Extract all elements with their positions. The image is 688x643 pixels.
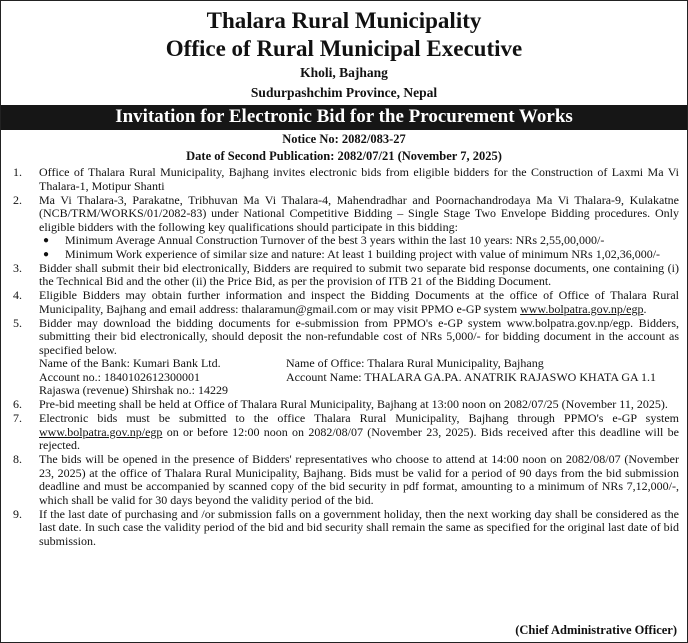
- bank-details: [39, 357, 679, 371]
- item-number: 2.: [13, 192, 22, 207]
- item-text: If the last date of purchasing and /or submission falls on a government holiday, then the next working day shall be considered as the last date. In such case the validity period of the bid and bid security shall remain the same as specified for the original last date of bid submission.: [39, 506, 679, 548]
- item-number: 7.: [13, 411, 22, 425]
- notice-header: [1, 1, 687, 102]
- notice-items: [1, 164, 687, 548]
- list-item: [13, 262, 679, 289]
- bank-name: Name of the Bank: Kumari Bank Ltd.: [39, 356, 221, 370]
- egp-link[interactable]: www.bolpatra.gov.np/egp: [39, 424, 163, 439]
- location-line: Kholi, Bajhang: [300, 65, 388, 80]
- account-name: Account Name: THALARA GA.PA. ANATRIK RAJASWO KHATA GA 1.1: [286, 369, 657, 384]
- bullet-icon: ●: [43, 248, 50, 260]
- bullet-text: Minimum Work experience of similar size and nature: At least 1 building project with value of minimum NRs 1,02,36,000/-: [65, 246, 661, 261]
- bullet-item: [43, 248, 679, 262]
- item-text: The bids will be opened in the presence of Bidders' representatives who choose to attend at 14:00 noon on 2082/08/07 (November 23, 2025) at the office of Thalara Rural Municipality, Bajhang. Bids must be valid for a period of 90 days from the bid submission deadline and must be accompanied by scanned copy of the bid security in pdf format, amounting to a minimum of NRs 7,12,000/-, which shall be valid for 30 days beyond the validity period of the bid.: [39, 452, 679, 507]
- list-item: [13, 508, 679, 549]
- item-number: 5.: [13, 315, 22, 330]
- item-text-tail: on or before 12:00 noon on 2082/08/07 (November 23, 2025). Bids received after this deadline will be rejected.: [39, 424, 679, 452]
- list-item: [13, 398, 679, 412]
- municipality-title: Thalara Rural Municipality: [206, 8, 482, 33]
- list-item: [13, 412, 679, 453]
- item-text: Office of Thalara Rural Municipality, Bajhang invites electronic bids from eligible bidders for the Construction of Laxmi Ma Vi Thalara-1, Motipur Shanti: [39, 165, 679, 193]
- item-number: 1.: [13, 165, 22, 179]
- list-item: [13, 166, 679, 193]
- bank-details: [39, 371, 679, 385]
- item-text: Electronic bids must be submitted to the office Thalara Rural Municipality, Bajhang through PPMO's e-GP system: [39, 411, 679, 425]
- item-number: 8.: [13, 452, 22, 466]
- publication-date: Date of Second Publication: 2082/07/21 (November 7, 2025): [186, 149, 502, 163]
- office-name: Name of Office: Thalara Rural Municipality, Bajhang: [286, 356, 544, 370]
- item-text: Pre-bid meeting shall be held at Office of Thalara Rural Municipality, Bajhang at 13:00 noon on 2082/07/25 (November 11, 2025).: [39, 397, 668, 411]
- account-number: Account no.: 1840102612300001: [39, 369, 200, 384]
- item-text: Eligible Bidders may obtain further information and inspect the Bidding Documents at the office of Office of Thalara Rural Municipality, Bajhang and email address: thalaramun@gmail.com or may visit PPMO e-GP system: [39, 288, 679, 316]
- item-text: Bidder may download the bidding documents for e-submission from PPMO's e-GP system www.bolpatra.gov.np/egp. Bidders, submitting their bid electronically, should deposit the non-refundable cost of NRs 5,000/- for bidding document in the account as specified below.: [39, 315, 679, 357]
- item-number: 4.: [13, 288, 22, 302]
- item-text: Ma Vi Thalara-3, Parakatne, Tribhuvan Ma Vi Thalara-4, Mahendradhar and Poornachandrodaya Ma Vi Thalara-9, Kulakatne (NCB/TRM/WORKS/01/2082-83) under National Competitive Bidding – Single Stage Two Envelope Bidding procedures. Only eligible bidders with the following key qualifications should participate in this bidding:: [39, 192, 679, 234]
- bullet-item: [43, 234, 679, 248]
- list-item: [13, 317, 679, 398]
- signature: (Chief Administrative Officer): [515, 623, 677, 637]
- office-title: Office of Rural Municipal Executive: [165, 36, 523, 61]
- revenue-shirshak: Rajaswa (revenue) Shirshak no.: 14229: [39, 383, 228, 397]
- item-text-tail: .: [643, 301, 647, 316]
- bullet-text: Minimum Average Annual Construction Turnover of the best 3 years within the last 10 years: NRs 2,55,00,000/-: [65, 233, 605, 247]
- list-item: [13, 194, 679, 262]
- item-number: 9.: [13, 506, 22, 521]
- item-number: 3.: [13, 260, 22, 275]
- item-number: 6.: [13, 397, 22, 411]
- notice-number: Notice No: 2082/083-27: [282, 132, 406, 146]
- notice-banner: Invitation for Electronic Bid for the Procurement Works: [1, 105, 687, 130]
- bullet-icon: ●: [43, 235, 50, 246]
- list-item: [13, 289, 679, 316]
- province-line: Sudurpashchim Province, Nepal: [250, 85, 438, 100]
- egp-link[interactable]: www.bolpatra.gov.np/egp: [520, 301, 644, 316]
- list-item: [13, 453, 679, 507]
- item-text: Bidder shall submit their bid electronically, Bidders are required to submit two separate bid response documents, one containing (i) the Technical Bid and the other (ii) the Price Bid, as per the provision of ITB 21 of the Bidding Document.: [39, 260, 679, 288]
